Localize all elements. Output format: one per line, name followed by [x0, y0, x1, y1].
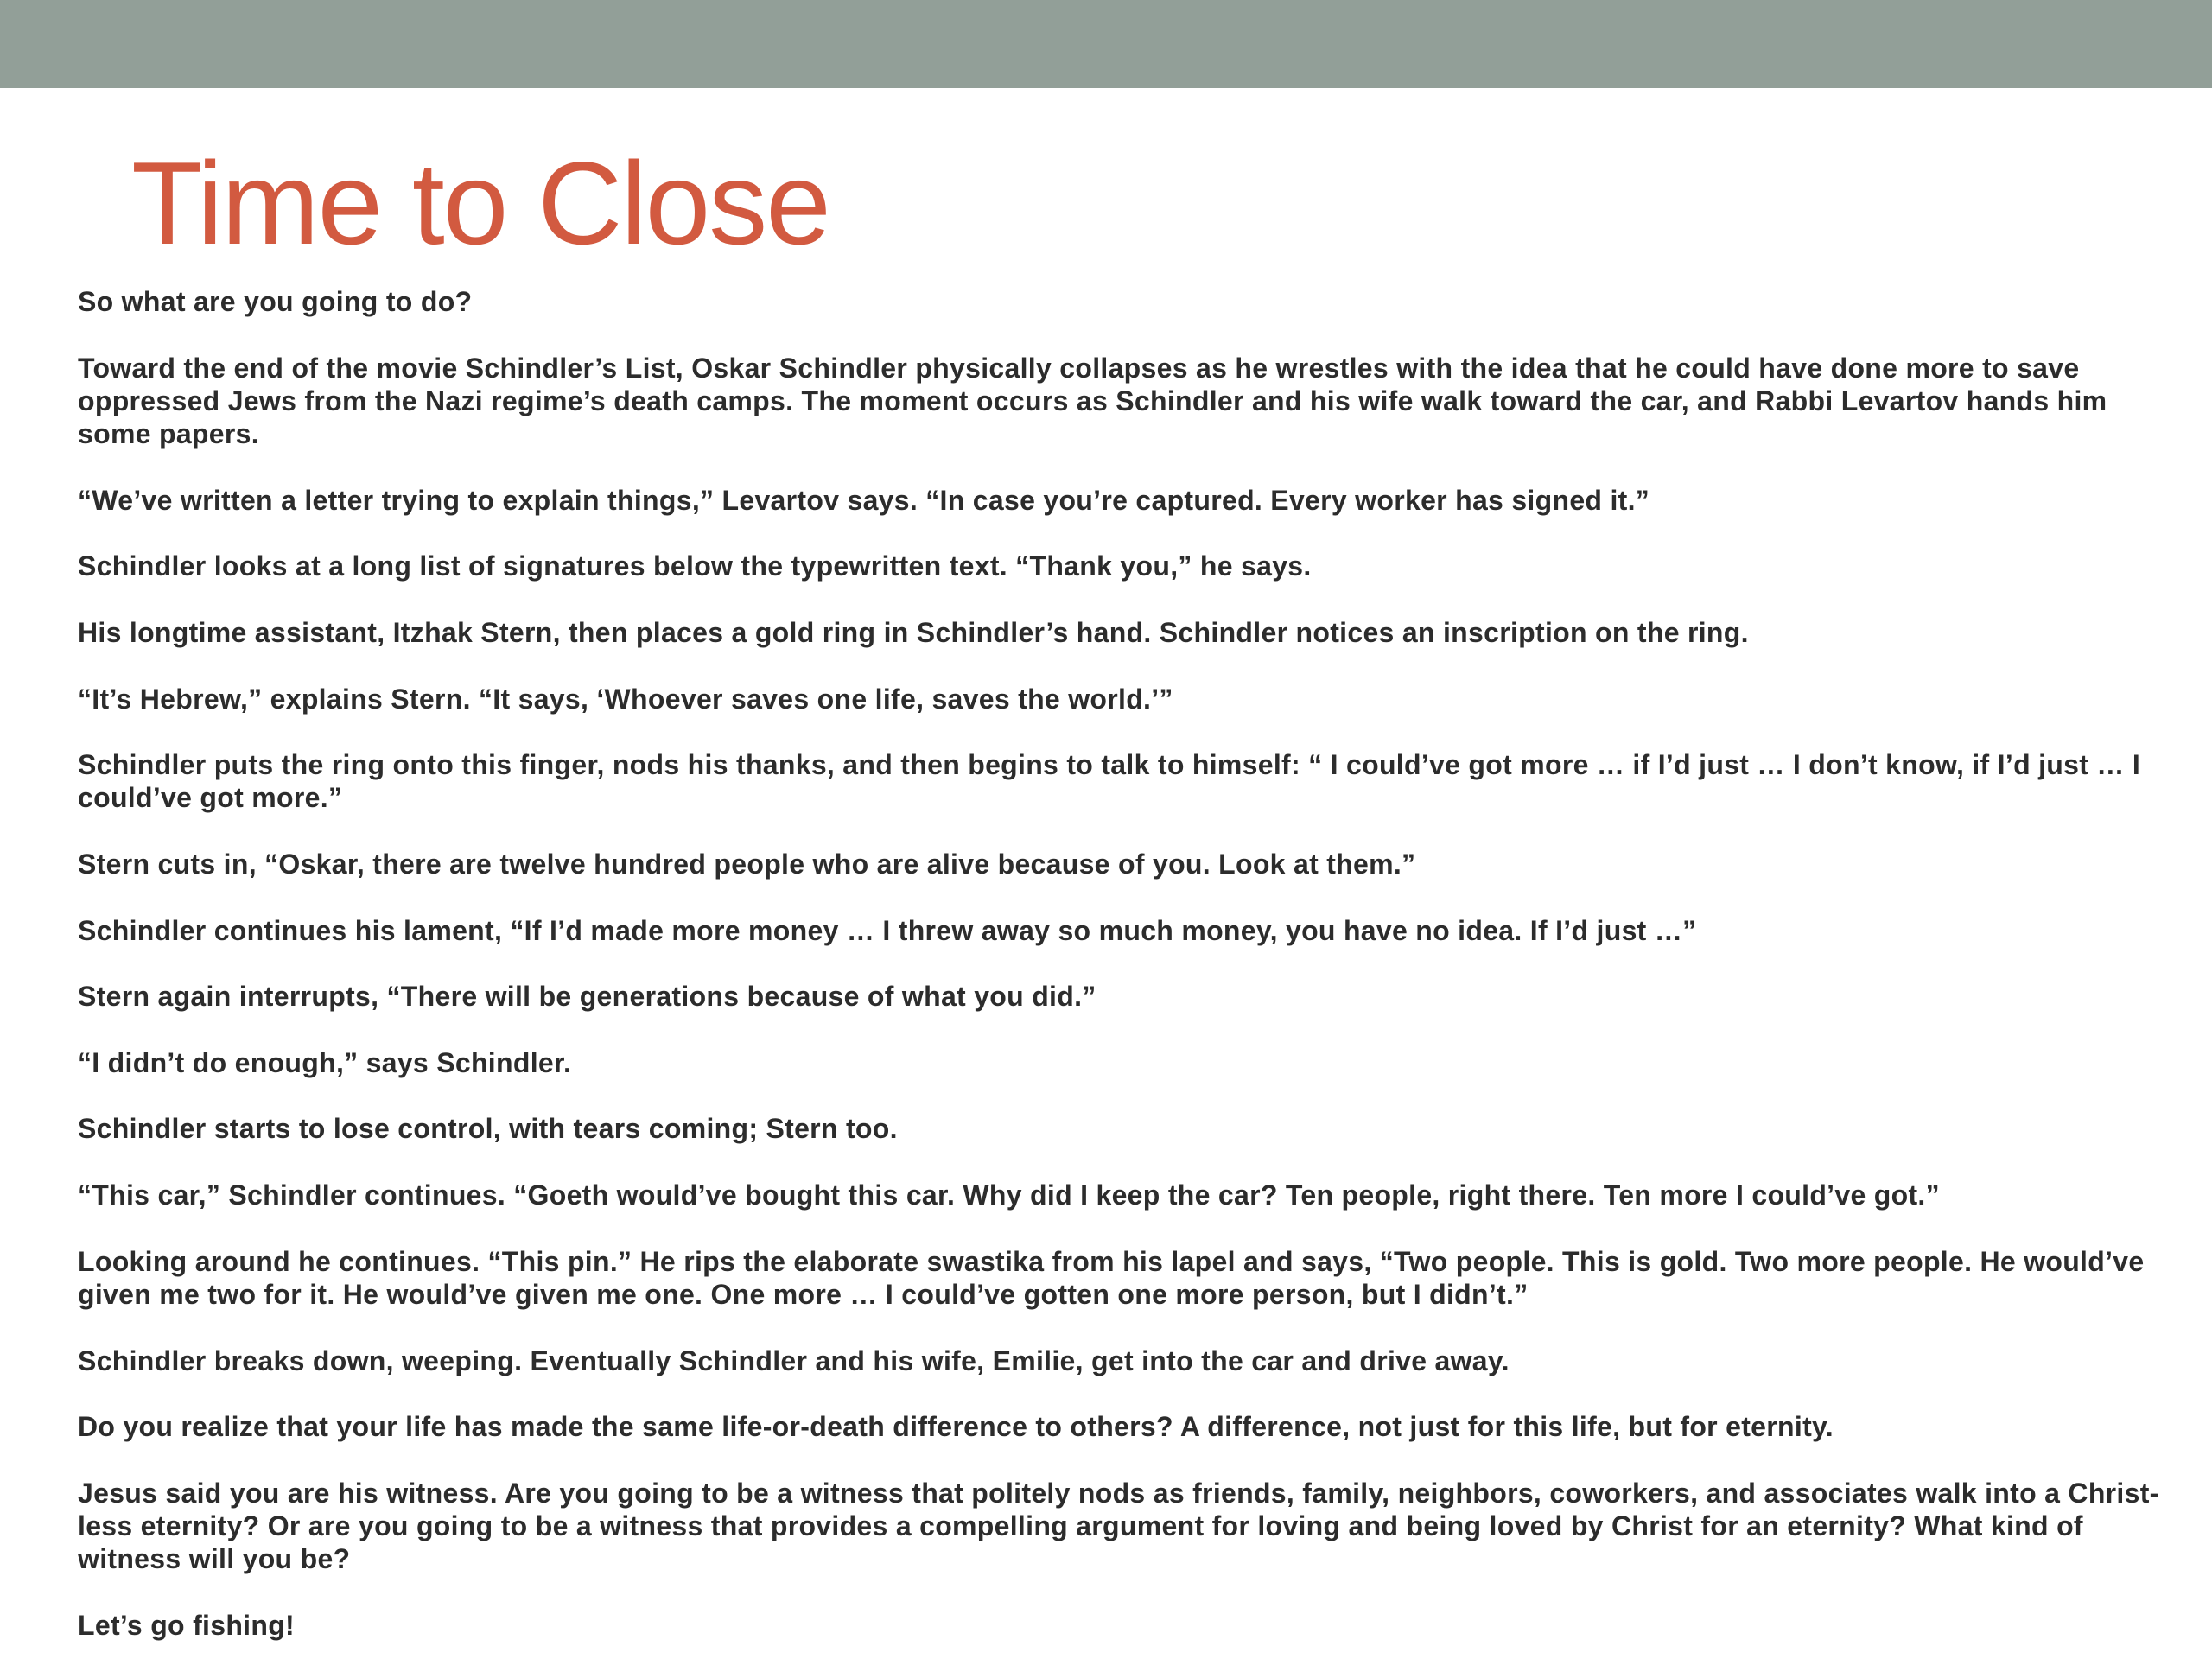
paragraph-pin: Looking around he continues. “This pin.” He rips the elaborate swastika from his lapel and says, “Two people. This is gold. Two more people. He would’ve given me two for it. He would’ve given me one. One more … I could’ve gotten one more person, but I didn’t.” — [78, 1245, 2145, 1310]
paragraph-signatures: Schindler looks at a long list of signatures below the typewritten text. “Thank you,” he says. — [78, 550, 1312, 582]
slide-title: Time to Close — [131, 137, 830, 269]
paragraph-car: “This car,” Schindler continues. “Goeth would’ve bought this car. Why did I keep the car? Ten people, right there. Ten more I could’ve got.” — [78, 1179, 1940, 1211]
paragraph-breakdown: Schindler breaks down, weeping. Eventually Schindler and his wife, Emilie, get into the car and drive away. — [78, 1344, 1510, 1376]
paragraph-lament: Schindler continues his lament, “If I’d made more money … I threw away so much money, you have no idea. If I’d just …” — [78, 914, 1697, 946]
paragraph-could-have: Schindler puts the ring onto this finger, nods his thanks, and then begins to talk to himself: “ I could’ve got more … if I’d just … I don’t know, if I’d just … I could’ve got more.” — [78, 749, 2141, 814]
header-bar — [0, 0, 2212, 88]
paragraph-not-enough: “I didn’t do enough,” says Schindler. — [78, 1046, 572, 1078]
paragraph-ring: His longtime assistant, Itzhak Stern, then places a gold ring in Schindler’s hand. Schindler notices an inscription on the ring. — [78, 616, 1749, 648]
slide-body — [78, 285, 2169, 1642]
paragraph-inscription: “It’s Hebrew,” explains Stern. “It says, ‘Whoever saves one life, saves the world.’” — [78, 683, 1173, 715]
paragraph-witness: Jesus said you are his witness. Are you going to be a witness that politely nods as friends, family, neighbors, coworkers, and associates walk into a Christ-less eternity? Or are you going to be a witness that provides a compelling argument for loving and being loved by Christ for an eternity? What kind of witness will you be? — [78, 1477, 2159, 1575]
paragraph-twelve-hundred: Stern cuts in, “Oskar, there are twelve hundred people who are alive because of you. Look at them.” — [78, 849, 1416, 880]
paragraph-closing: Let’s go fishing! — [78, 1609, 296, 1641]
paragraph-tears: Schindler starts to lose control, with tears coming; Stern too. — [78, 1113, 898, 1145]
paragraph-generations: Stern again interrupts, “There will be generations because of what you did.” — [78, 981, 1096, 1013]
paragraph-question: So what are you going to do? — [78, 286, 473, 317]
paragraph-letter: “We’ve written a letter trying to explain things,” Levartov says. “In case you’re captured. Every worker has signed it.” — [78, 484, 1650, 516]
paragraph-intro: Toward the end of the movie Schindler’s List, Oskar Schindler physically collapses as he wrestles with the idea that he could have done more to save oppressed Jews from the Nazi regime’s death camps. The moment occurs as Schindler and his wife walk toward the car, and Rabbi Levartov hands him some papers. — [78, 352, 2107, 450]
paragraph-realize: Do you realize that your life has made the same life-or-death difference to others? A difference, not just for this life, but for eternity. — [78, 1411, 1834, 1443]
